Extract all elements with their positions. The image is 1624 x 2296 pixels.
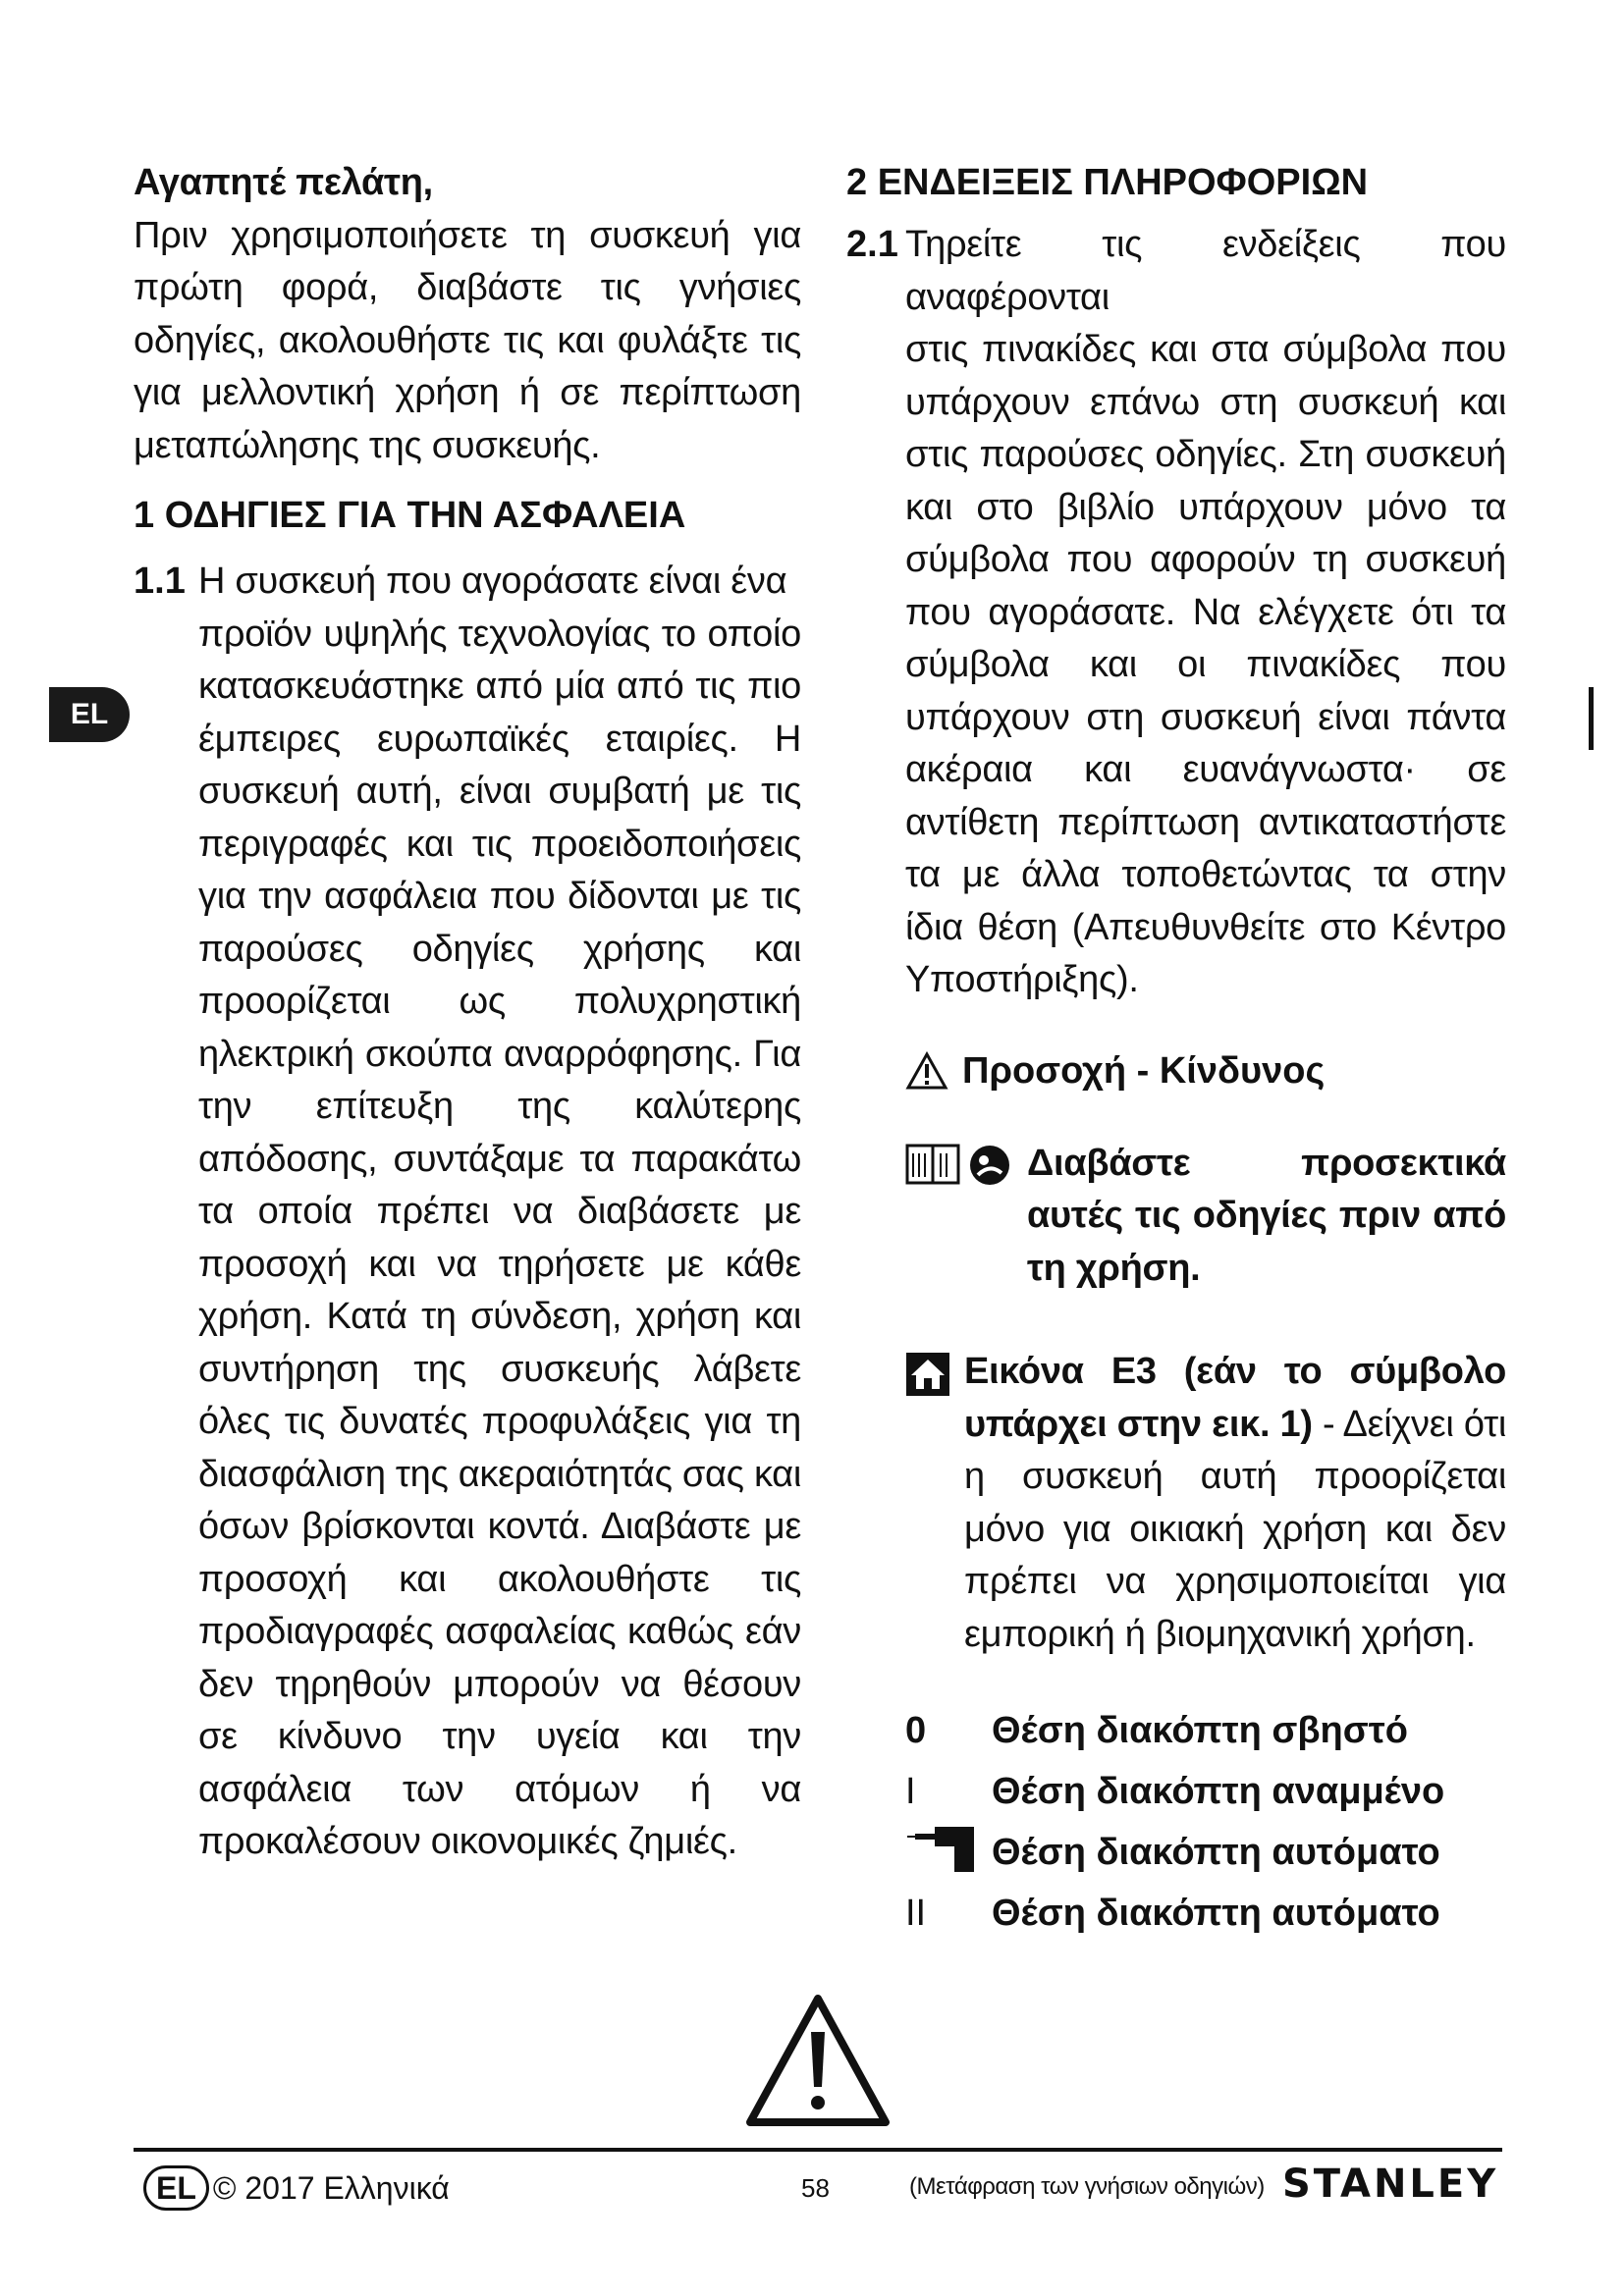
read-manual-icon — [968, 1144, 1011, 1187]
read-instructions-text: Διαβάστε προσεκτικά αυτές τις οδηγίες πριν από τη χρήση. — [1027, 1142, 1506, 1289]
paragraph-first-line: Η συσκευή που αγοράσατε είναι ένα — [198, 561, 787, 602]
home-use-bold: Εικόνα Ε3 (εάν το σύμβολο υπάρχει στην εικ. 1) — [964, 1351, 1506, 1445]
footer-copyright: © 2017 Ελληνικά — [212, 2169, 450, 2206]
paragraph-body: προϊόν υψηλής τεχνολογίας το οποίο κατασκευάστηκε από μία από τις πιο έμπειρες ευρωπαϊκές εταιρίες. Η συσκευή αυτή, είναι συμβατή με τις περιγραφές και τις προειδοποιήσεις για την ασφάλεια που δίδονται με τις παρούσες οδηγίες χρήσης και προορίζεται ως πολυχρηστική ηλεκτρική σκούπα αναρρόφησης. Για την επίτευξη της καλύτερης απόδοσης, συντάξαμε τα παρακάτω τα οποία πρέπει να διαβάσετε με προσοχή και να τηρήσετε με κάθε χρήση. Κατά τη σύνδεση, χρήση και συντήρηση της συσκευής λάβετε όλες τις δυνατές προφυλάξεις για τη διασφάλιση της ακεραιότητάς σας και όσων βρίσκονται κοντά. Διαβάστε με προσοχή και ακολουθήστε τις προδιαγραφές ασφαλείας καθώς εάν δεν τηρηθούν μπορούν να θέσουν σε κίνδυνο την υγεία και την ασφάλεια των ατόμων ή να προκαλέσουν οικονομικές ζημιές. — [198, 613, 801, 1862]
footer-rule — [134, 2148, 1502, 2152]
switch-symbol-off: 0 — [905, 1709, 927, 1751]
switch-label-auto-2: Θέση διακόπτη αυτόματο — [992, 1892, 1440, 1934]
translation-note: (Μετάφραση των γνήσιων οδηγιών) — [909, 2173, 1265, 2200]
home-use-text — [964, 1346, 1506, 1661]
home-use-row — [846, 1346, 1506, 1661]
home-use-icon — [905, 1352, 950, 1397]
switch-position-row — [905, 1883, 1506, 1944]
read-instructions-row — [846, 1138, 1506, 1296]
switch-positions-list — [846, 1700, 1506, 1944]
footer-lang-badge: EL — [143, 2165, 209, 2211]
paragraph-first-line: Τηρείτε τις ενδείξεις που αναφέρονται — [905, 224, 1506, 318]
warning-label: Προσοχή - Κίνδυνος — [962, 1049, 1326, 1092]
manual-book-icon — [905, 1144, 960, 1185]
switch-label-auto: Θέση διακόπτη αυτόματο — [992, 1831, 1440, 1873]
paragraph-number: 1.1 — [134, 561, 186, 602]
brand-logo: STANLEY — [1282, 2162, 1499, 2207]
paragraph-body: στις πινακίδες και στα σύμβολα που υπάρχουν επάνω στη συσκευή και στις παρούσες οδηγίες. Στη συσκευή και στο βιβλίο υπάρχουν μόνο τα σύμβολα που αφορούν τη συσκευή που αγοράσατε. Να ελέγχετε ότι τα σύμβολα και οι πινακίδες που υπάρχουν στη συσκευή είναι πάντα ακέραια και ευανάγνωστα· σε αντίθετη περίπτωση αντικαταστήστε τα με άλλα τοποθετώντας τα στην ίδια θέση (Απευθυνθείτε στο Κέντρο Υποστήριξης). — [905, 329, 1506, 1000]
page-number: 58 — [801, 2173, 830, 2203]
switch-symbol-on: I — [905, 1770, 916, 1812]
warning-triangle-icon — [905, 1051, 948, 1091]
large-warning-icon — [744, 1993, 892, 2128]
power-tool-icon — [905, 1821, 992, 1884]
left-column — [134, 157, 801, 1869]
paragraph-number: 2.1 — [846, 224, 898, 265]
language-tab — [49, 687, 130, 742]
switch-position-row — [905, 1822, 1506, 1883]
home-use-description: - Δείχνει ότι η συσκευή αυτή προορίζεται μόνο για οικιακή χρήση και δεν πρέπει να χρησιμοποιείται για εμπορική ή βιομηχανική χρήση. — [964, 1403, 1506, 1655]
switch-position-row — [905, 1700, 1506, 1761]
margin-marker — [1589, 687, 1594, 750]
warning-row — [846, 1050, 1506, 1093]
right-column — [846, 157, 1506, 1944]
intro-paragraph: Πριν χρησιμοποιήσετε τη συσκευή για πρώτη φορά, διαβάστε τις γνήσιες οδηγίες, ακολουθήστε τις και φυλάξτε τις για μελλοντική χρήση ή σε περίπτωση μεταπώλησης της συσκευής. — [134, 214, 801, 466]
paragraph-2-1 — [846, 219, 1506, 324]
footer — [134, 2160, 1502, 2213]
footer-language — [143, 2165, 450, 2211]
switch-label-on: Θέση διακόπτη αναμμένο — [992, 1770, 1445, 1812]
switch-position-row — [905, 1761, 1506, 1822]
greeting: Αγαπητέ πελάτη, — [134, 162, 433, 203]
info-section-heading: 2 ΕΝΔΕΙΞΕΙΣ ΠΛΗΡΟΦΟΡΙΩΝ — [846, 162, 1369, 203]
switch-label-off: Θέση διακόπτη σβηστό — [992, 1709, 1408, 1751]
switch-symbol-auto-2: II — [905, 1892, 927, 1934]
safety-section-heading: 1 ΟΔΗΓΙΕΣ ΓΙΑ ΤΗΝ ΑΣΦΑΛΕΙΑ — [134, 495, 686, 536]
language-tab-label: EL — [70, 698, 109, 730]
paragraph-1-1 — [134, 556, 801, 609]
